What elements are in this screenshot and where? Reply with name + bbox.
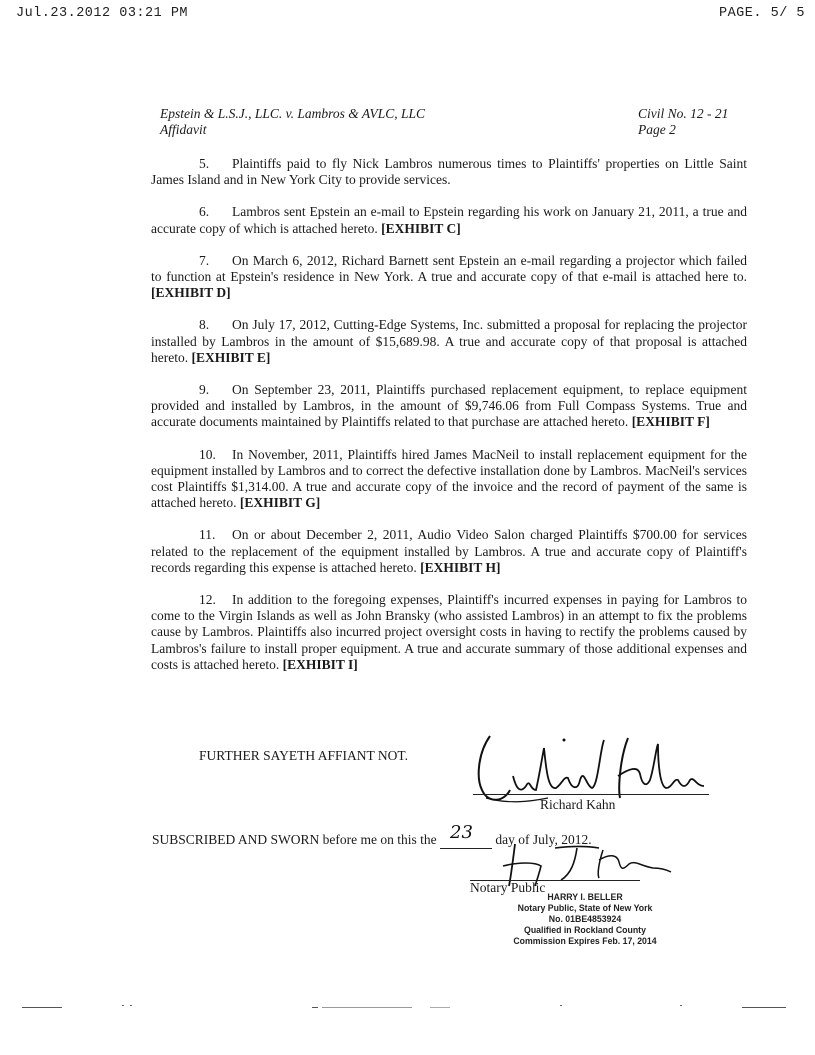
paragraph-10: 10. In November, 2011, Plaintiffs hired James MacNeil to install replacement equipment for the equipment installed by Lambros and to correct the defective installation done by Lambros. MacNeil's services cost Plaintiffs $1,314.00. A true and accurate copy of the invoice and the record of payment of the same is attached hereto. [EXHIBIT G]: [151, 446, 747, 511]
notary-stamp: HARRY I. BELLER Notary Public, State of New York No. 01BE4853924 Qualified in Rockland County Commission Expires Feb. 17, 2014: [513, 892, 657, 947]
case-title: Epstein & L.S.J., LLC. v. Lambros & AVLC, LLC: [160, 106, 426, 121]
affiant-signature: [468, 728, 728, 808]
jurat-day-blank: [440, 822, 492, 849]
jurat-day: 23: [450, 822, 473, 843]
exhibit-ref: [EXHIBIT H]: [420, 559, 501, 575]
fax-datetime: Jul.23.2012 03:21 PM: [16, 6, 189, 21]
notary-label: Notary Public: [470, 880, 546, 895]
civil-number: Civil No. 12 - 21: [638, 106, 729, 121]
affidavit-body: [151, 156, 747, 689]
fax-page-count: PAGE. 5/ 5: [718, 6, 805, 21]
paragraph-9: 9. On September 23, 2011, Plaintiffs purchased replacement equipment, to replace equipment provided and installed by Lambros, in the amount of $9,746.06 from Full Compass Systems. True and accurate documents maintained by Plaintiffs related to that purchase are attached hereto. [EXHIBIT F]: [151, 382, 747, 430]
paragraph-7: 7. On March 6, 2012, Richard Barnett sent Epstein an e-mail regarding a projector which failed to function at Epstein's residence in New York. A true and accurate copy of that e-mail is attached here to. [EXHIBIT D]: [151, 252, 747, 301]
affiant-name: Richard Kahn: [540, 797, 616, 812]
exhibit-ref: [EXHIBIT I]: [282, 656, 358, 672]
paragraph-6: 6. Lambros sent Epstein an e-mail to Epstein regarding his work on January 21, 2011, a true and accurate copy of which is attached hereto. [EXHIBIT C]: [151, 204, 747, 236]
scan-artifacts: [0, 1003, 815, 1013]
further-sayeth: FURTHER SAYETH AFFIANT NOT.: [199, 748, 408, 763]
exhibit-ref: [EXHIBIT E]: [191, 349, 271, 365]
document-type: Affidavit: [160, 122, 207, 137]
paragraph-8: 8. On July 17, 2012, Cutting-Edge Systems, Inc. submitted a proposal for replacing the projector installed by Lambros in the amount of $15,689.98. A true and accurate copy of that proposal is attached hereto. [EXHIBIT E]: [151, 317, 747, 365]
affiant-signature-line: [473, 794, 709, 795]
exhibit-ref: [EXHIBIT D]: [151, 285, 231, 301]
paragraph-11: 11. On or about December 2, 2011, Audio Video Salon charged Plaintiffs $700.00 for services related to the replacement of the equipment installed by Lambros. A true and accurate copy of Plaintiff's records regarding this expense is attached hereto. [EXHIBIT H]: [151, 527, 747, 575]
caption-page: Page 2: [638, 122, 676, 137]
paragraph-5: 5. Plaintiffs paid to fly Nick Lambros numerous times to Plaintiffs' properties on Little Saint James Island and in New York City to provide services.: [151, 156, 747, 188]
jurat: SUBSCRIBED AND SWORN before me on this the 23 day of July, 2012.: [152, 822, 592, 847]
paragraph-12: 12. In addition to the foregoing expenses, Plaintiff's incurred expenses in paying for Lambros to come to the Virgin Islands as well as John Bransky (who assisted Lambros) in an attempt to fix the problems cause by Lambros. Plaintiffs also incurred project oversight costs in having to rectify the problems caused by Lambros's failure to install proper equipment. A true and accurate summary of those additional expenses and costs is attached hereto. [EXHIBIT I]: [151, 592, 747, 672]
exhibit-ref: [EXHIBIT C]: [381, 220, 461, 236]
exhibit-ref: [EXHIBIT F]: [631, 414, 710, 430]
exhibit-ref: [EXHIBIT G]: [239, 495, 321, 511]
